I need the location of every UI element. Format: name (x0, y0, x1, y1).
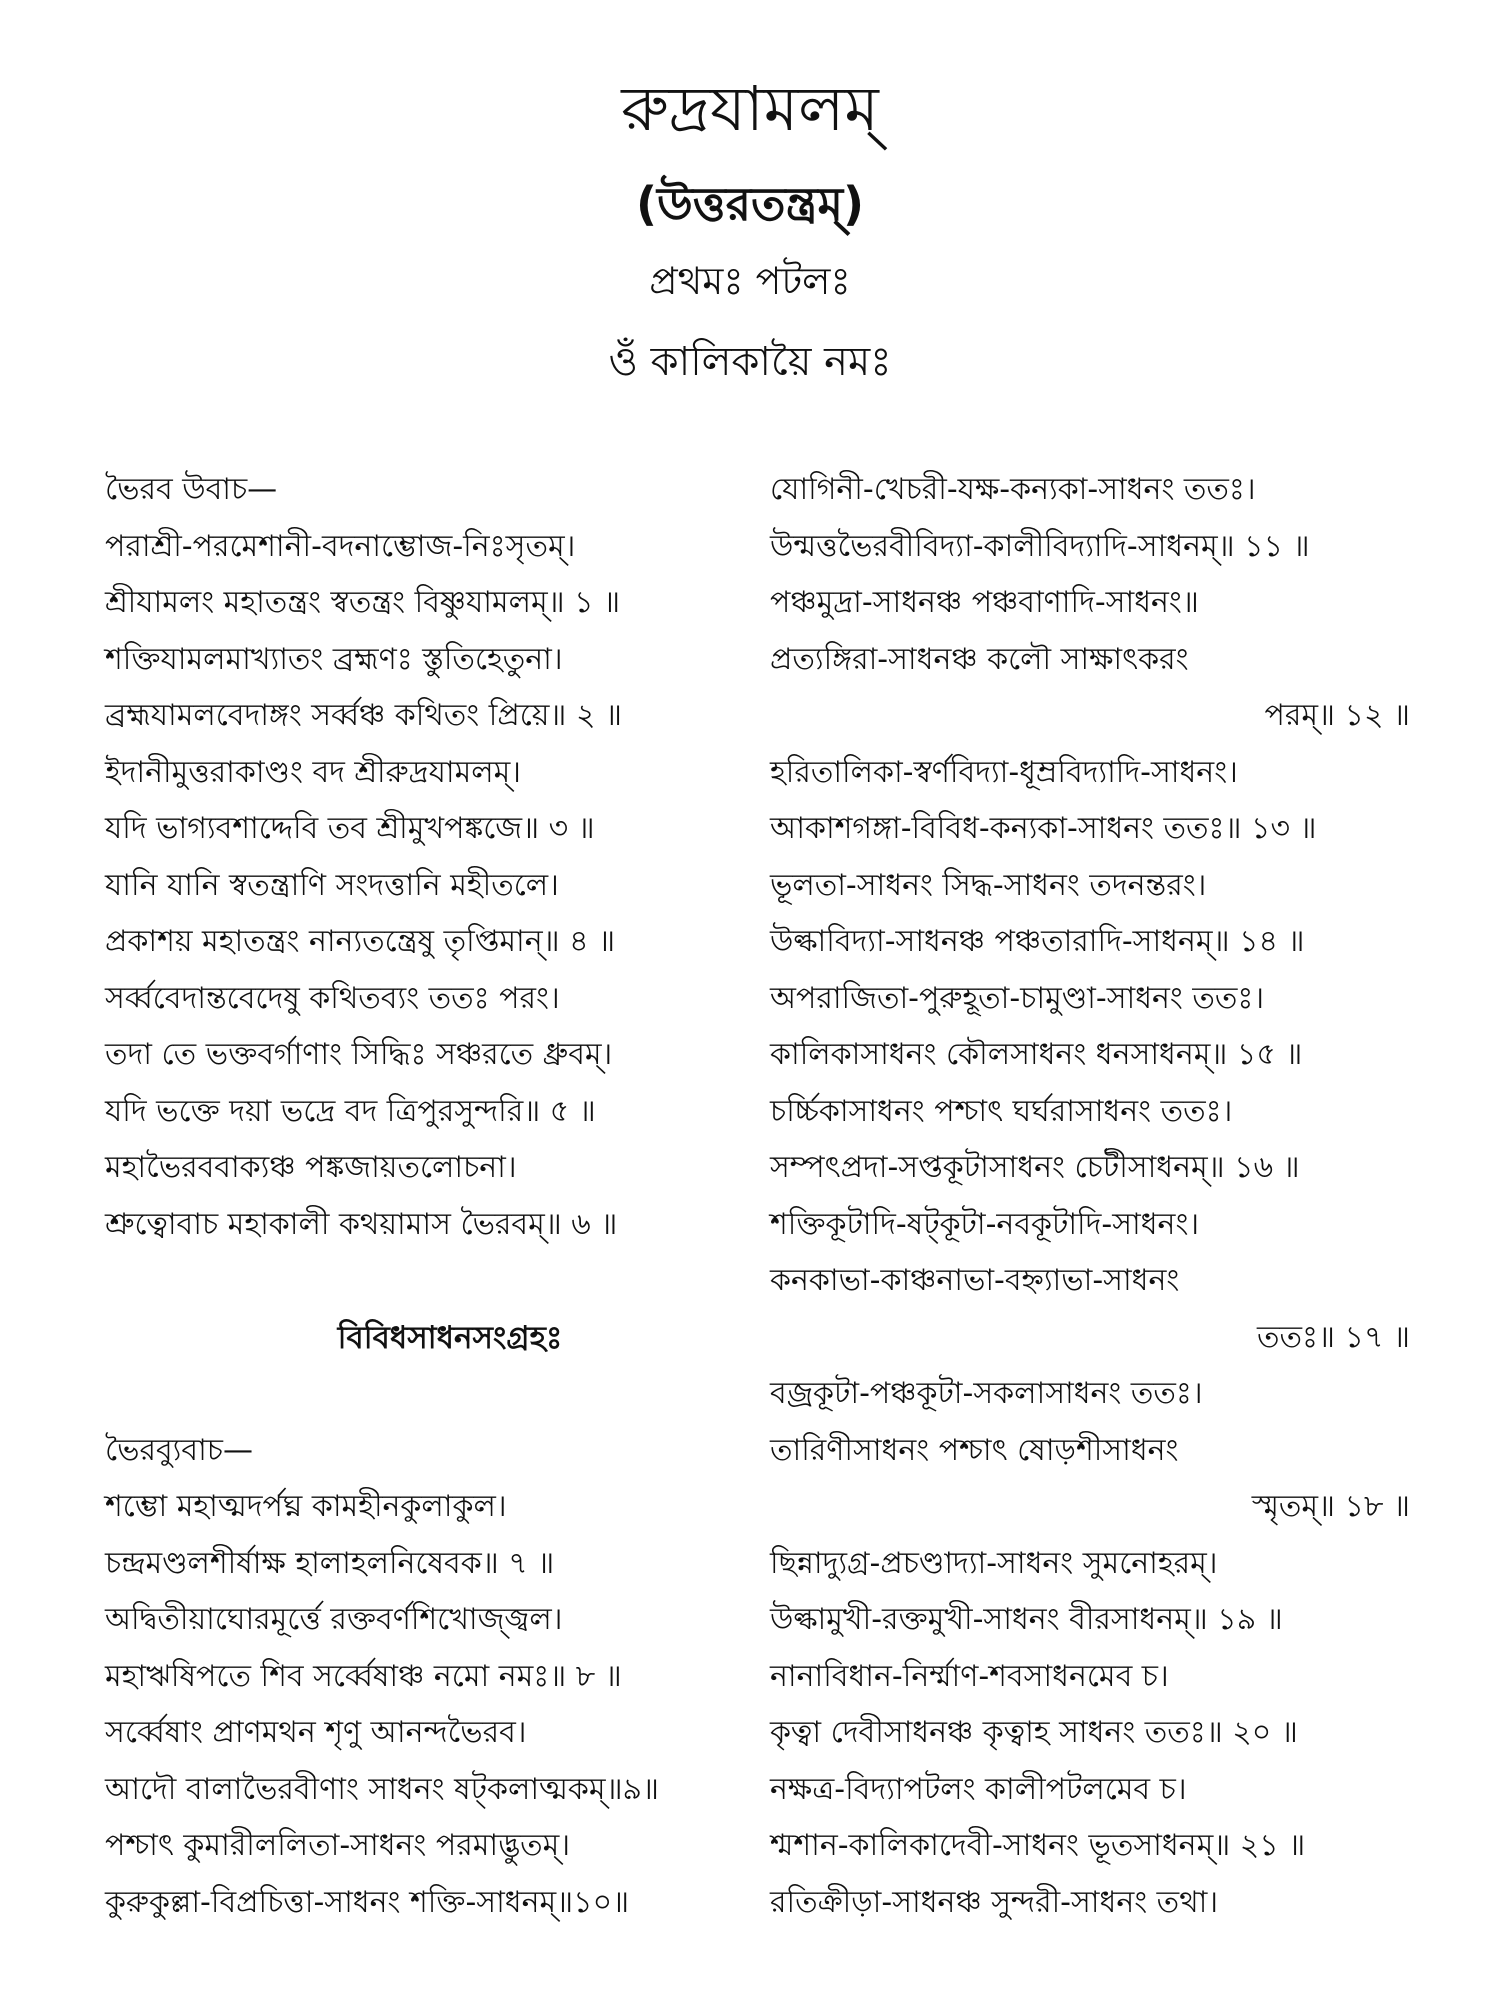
verse-line: মহাভৈরববাক্যঞ্চ পঙ্কজায়তলোচনা। (105, 1150, 517, 1185)
verse-line: মহাঋষিপতে শিব সর্ব্বেষাঞ্চ নমো নমঃ॥ ৮ ॥ (105, 1658, 622, 1694)
verse-line: আকাশগঙ্গা-বিবিধ-কন্যকা-সাধনং ততঃ॥ ১৩ ॥ (770, 811, 1317, 846)
verse-line: ব্রহ্মযামলবেদাঙ্গং সর্ব্বঞ্চ কথিতং প্রিয়ে॥ ২ ॥ (105, 698, 622, 733)
verse-line: নক্ষত্র-বিদ্যাপটলং কালীপটলমেব চ। (770, 1771, 1187, 1807)
verse-line: যদি ভক্তে দয়া ভদ্রে বদ ত্রিপুরসুন্দরি॥ ৫ ॥ (105, 1093, 596, 1129)
verse-line: কালিকাসাধনং কৌলসাধনং ধনসাধনম্॥ ১৫ ॥ (770, 1037, 1303, 1072)
verse-line: শক্তিকূটাদি-ষট্‌কূটা-নবকূটাদি-সাধনং। (770, 1206, 1200, 1242)
right-column (770, 462, 1410, 1931)
verse-line: যদি ভাগ্যবশাদ্দেবি তব শ্রীমুখপঙ্কজে॥ ৩ ॥ (105, 811, 595, 846)
verse-line: পশ্চাৎ কুমারীললিতা-সাধনং পরমাদ্ভুতম্। (105, 1828, 571, 1863)
verse-line: অদ্বিতীয়াঘোরমূর্ত্তে রক্তবর্ণশিখোজ্জ্বল। (105, 1602, 563, 1637)
verse-line: সর্ব্বেষাং প্রাণমথন শৃণু আনন্দভৈরব। (105, 1715, 527, 1750)
verse-line: চন্দ্রমণ্ডলশীর্ষাক্ষ হালাহলনিষেবক॥ ৭ ॥ (105, 1545, 555, 1581)
chapter-heading: প্রথমঃ পটলঃ (649, 259, 851, 303)
verse-line: কৃত্বা দেবীসাধনঞ্চ কৃত্বাহ সাধনং ততঃ॥ ২০ ॥ (770, 1715, 1298, 1750)
verse-line: সম্পৎপ্রদা-সপ্তকূটাসাধনং চেটীসাধনম্॥ ১৬ ॥ (770, 1150, 1300, 1185)
verse-line: বজ্রকূটা-পঞ্চকূটা-সকলাসাধনং ততঃ। (770, 1376, 1203, 1411)
verse-line: প্রকাশয় মহাতন্ত্রং নান্যতন্ত্রেষু তৃপ্তিমান্॥ ৪ ॥ (105, 924, 616, 959)
verse-line: যানি যানি স্বতন্ত্রাণি সংদত্তানি মহীতলে। (105, 867, 559, 903)
verse-line: ইদানীমুত্তরাকাণ্ডং বদ শ্রীরুদ্রযামলম্। (105, 754, 521, 790)
verse-line: পরাশ্রী-পরমেশানী-বদনাম্ভোজ-নিঃসৃতম্। (105, 528, 576, 564)
verse-line: তদা তে ভক্তবর্গাণাং সিদ্ধিঃ সঞ্চরতে ধ্রুবম্। (105, 1037, 613, 1072)
verse-line: শ্রুত্বোবাচ মহাকালী কথয়ামাস ভৈরবম্॥ ৬ ॥ (105, 1206, 618, 1242)
book-subtitle: (উত্তরতন্ত্রম্) (635, 177, 865, 231)
verse-line: রতিক্রীড়া-সাধনঞ্চ সুন্দরী-সাধনং তথা। (770, 1884, 1219, 1920)
verse-line-continuation: পরম্॥ ১২ ॥ (1264, 698, 1410, 733)
section-heading: বিবিধসাধনসংগ্রহঃ (337, 1319, 563, 1356)
verse-line: যোগিনী-খেচরী-যক্ষ-কন্যকা-সাধনং ততঃ। (770, 472, 1256, 507)
verse-line: শ্মশান-কালিকাদেবী-সাধনং ভূতসাধনম্॥ ২১ ॥ (770, 1828, 1306, 1863)
verse-line: আদৌ বালাভৈরবীণাং সাধনং ষট্‌কলাত্মকম্॥৯॥ (105, 1771, 659, 1807)
spacer (105, 1366, 745, 1423)
verse-line: উল্কাবিদ্যা-সাধনঞ্চ পঞ্চতারাদি-সাধনম্॥ ১৪ ॥ (770, 924, 1305, 959)
verse-line-continuation: স্মৃতম্॥ ১৮ ॥ (1251, 1489, 1410, 1524)
verse-line: ভূলতা-সাধনং সিদ্ধ-সাধনং তদনন্তরং। (770, 867, 1207, 903)
verse-line: উন্মত্তভৈরবীবিদ্যা-কালীবিদ্যাদি-সাধনম্॥ ১১ ॥ (770, 528, 1310, 564)
verse-line: প্রত্যঙ্গিরা-সাধনঞ্চ কলৌ সাক্ষাৎকরং (770, 641, 1189, 677)
verse-line: নানাবিধান-নির্ম্মাণ-শবসাধনমেব চ। (770, 1658, 1169, 1694)
verse-line: ছিন্নাদ্যুগ্র-প্রচণ্ডাদ্যা-সাধনং সুমনোহরম্। (770, 1545, 1218, 1581)
verse-line: কুরুকুল্লা-বিপ্রচিত্তা-সাধনং শক্তি-সাধনম্॥১০॥ (105, 1884, 630, 1920)
invocation-line: ওঁ কালিকায়ৈ নমঃ (608, 339, 892, 385)
verse-line: হরিতালিকা-স্বর্ণবিদ্যা-ধূম্রবিদ্যাদি-সাধনং। (770, 754, 1238, 790)
verse-line: কনকাভা-কাঞ্চনাভা-বহ্ন্যাভা-সাধনং (770, 1263, 1180, 1298)
verse-line: উল্কামুখী-রক্তমুখী-সাধনং বীরসাধনম্॥ ১৯ ॥ (770, 1602, 1283, 1637)
verse-line-continuation: ততঃ॥ ১৭ ॥ (1257, 1319, 1410, 1355)
book-title: রুদ্রযামলম্ (621, 72, 879, 145)
speaker-heading: ভৈরব উবাচ— (105, 472, 278, 507)
verse-line: সর্ব্ববেদান্তবেদেষু কথিতব্যং ততঃ পরং। (105, 980, 560, 1016)
verse-line: অপরাজিতা-পুরুহূতা-চামুণ্ডা-সাধনং ততঃ। (770, 980, 1265, 1016)
verse-line: শম্ভো মহাত্মদর্পঘ্ন কামহীনকুলাকুল। (105, 1489, 507, 1524)
verse-line: শক্তিযামলমাখ্যাতং ব্রহ্মণঃ স্তুতিহেতুনা। (105, 641, 563, 677)
verse-line: তারিণীসাধনং পশ্চাৎ ষোড়শীসাধনং (770, 1432, 1179, 1468)
verse-line: পঞ্চমুদ্রা-সাধনঞ্চ পঞ্চবাণাদি-সাধনং॥ (770, 585, 1199, 620)
left-column (105, 462, 745, 1931)
spacer (105, 1253, 745, 1310)
verse-line: শ্রীযামলং মহাতন্ত্রং স্বতন্ত্রং বিষ্ণুযামলম্॥ ১ ॥ (105, 585, 621, 620)
verse-line: চর্চ্চিকাসাধনং পশ্চাৎ ঘর্ঘরাসাধনং ততঃ। (770, 1093, 1233, 1129)
speaker-heading: ভৈরব্যুবাচ— (105, 1432, 253, 1468)
